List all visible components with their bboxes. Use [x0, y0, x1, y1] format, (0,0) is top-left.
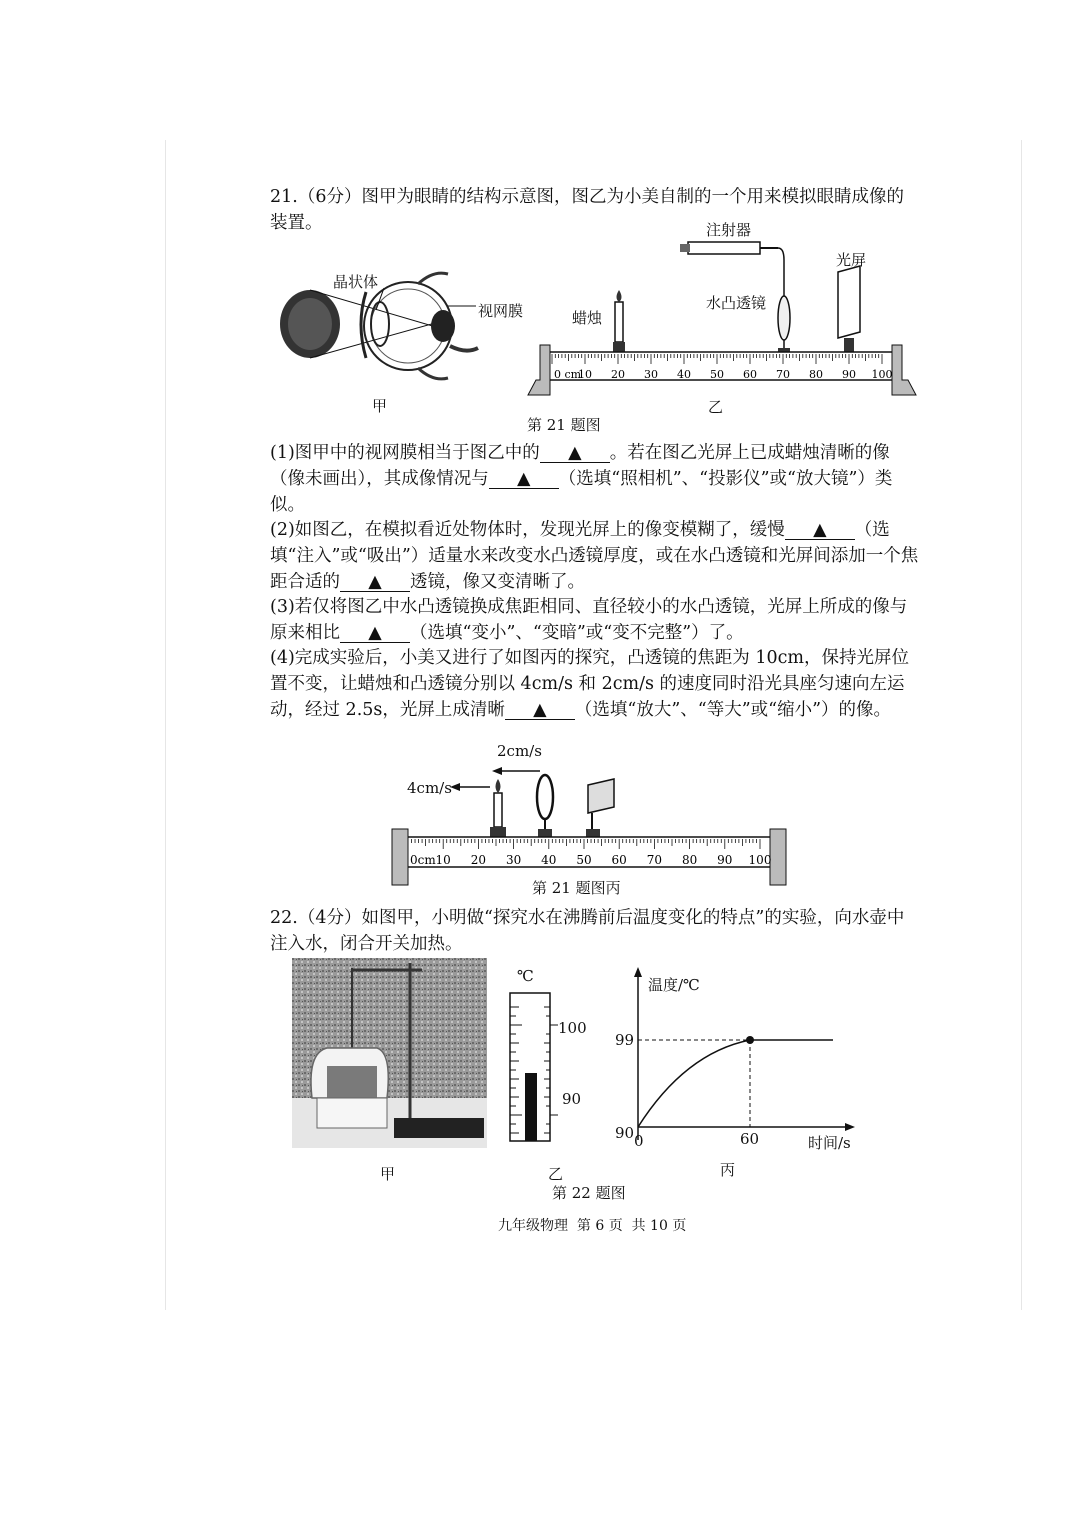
graph-y99: 99 [615, 1031, 635, 1049]
ruler-label: 10 [578, 368, 592, 381]
q21-part2 [270, 517, 920, 595]
ruler-label: 40 [677, 368, 691, 381]
label-screen: 光屏 [836, 251, 867, 269]
ruler-label: 70 [776, 368, 790, 381]
graph-ylabel: 温度/℃ [648, 976, 700, 994]
answer-blank-3[interactable]: ▲ [785, 521, 855, 540]
label-crystalline-lens: 晶状体 [333, 273, 379, 291]
label-q22-yi: 乙 [548, 1165, 564, 1183]
graph-x0: 0 [634, 1132, 644, 1150]
q22-figure-caption: 第 22 题图 [552, 1184, 626, 1202]
ruler-label: 50 [576, 853, 592, 867]
answer-blank-6[interactable]: ▲ [505, 701, 575, 720]
ruler-label: 100 [748, 853, 772, 867]
answer-blank-4[interactable]: ▲ [340, 573, 410, 592]
answer-blank-5[interactable]: ▲ [340, 624, 410, 643]
ruler-label: 60 [743, 368, 757, 381]
graph-y90: 90 [615, 1124, 635, 1142]
thermometer-liquid [525, 1073, 537, 1141]
q22-intro: 22.（4分）如图甲，小明做“探究水在沸腾前后温度变化的特点”的实验，向水壶中注入水，闭合开关加热。 [270, 908, 905, 954]
answer-blank-2[interactable]: ▲ [489, 470, 559, 489]
label-q22-bing: 丙 [720, 1161, 736, 1179]
q21-part4 [270, 645, 920, 723]
kettle-photo [292, 958, 487, 1148]
ruler-label: 0 cm [554, 368, 582, 381]
graph-xlabel: 时间/s [808, 1134, 851, 1152]
speed-candle: 4cm/s [407, 779, 452, 797]
thermometer [500, 965, 595, 1145]
convex-lens-bing [537, 775, 553, 819]
ruler-label: 80 [681, 853, 698, 867]
thermometer-unit: ℃ [517, 967, 534, 985]
q21-p3-text-b: （选填“变小”、“变暗”或“变不完整”）了。 [410, 623, 744, 643]
q21-p3-text-a: (3)若仅将图乙中水凸透镜换成焦距相同、直径较小的水凸透镜，光屏上所成的像与原来相比 [270, 597, 908, 643]
thermometer-tick-100: 100 [558, 1019, 587, 1037]
graph-x60: 60 [740, 1130, 760, 1148]
q21-figure-caption: 第 21 题图 [527, 416, 601, 434]
ruler-label: 20 [470, 853, 487, 867]
boiling-point [746, 1036, 754, 1044]
eye-diagram [268, 262, 508, 392]
q21-p4-text-b: （选填“放大”、“等大”或“缩小”）的像。 [574, 700, 892, 720]
candle [615, 302, 623, 342]
speed-lens: 2cm/s [497, 742, 542, 760]
stand-base [394, 1118, 484, 1138]
label-water-lens: 水凸透镜 [706, 294, 767, 312]
ruler-label: 90 [842, 368, 856, 381]
label-yi: 乙 [708, 398, 724, 416]
q21-p1-text-b: 。若在图乙光屏上已成蜡烛清晰的像（像未画出），其成像情况与 [270, 443, 890, 489]
ruler-label: 0cm [410, 853, 436, 867]
ruler-label: 10 [435, 853, 451, 867]
kettle-base [317, 1098, 387, 1128]
ruler-label: 90 [717, 853, 733, 867]
label-retina: 视网膜 [478, 302, 524, 320]
ruler-label: 60 [611, 853, 627, 867]
label-syringe: 注射器 [706, 221, 752, 239]
object-ball-shade [288, 298, 332, 350]
q21-p2-text-b: （选填“注入”或“吸出”）适量水来改变水凸透镜厚度，或在水凸透镜和光屏间添加一个焦距合适的 [270, 520, 919, 592]
ruler-label: 20 [611, 368, 625, 381]
q21-part1 [270, 440, 920, 518]
ruler-label: 30 [644, 368, 658, 381]
q21-p1-text-a: (1)图甲中的视网膜相当于图乙中的 [270, 443, 540, 463]
label-candle: 蜡烛 [572, 309, 603, 327]
answer-blank-1[interactable]: ▲ [540, 444, 610, 463]
ruler-label: 40 [541, 853, 557, 867]
candle-bing [494, 793, 502, 827]
q21-p1-text-c: （选填“照相机”、“投影仪”或“放大镜”）类似。 [270, 469, 893, 515]
thermometer-tick-90: 90 [562, 1090, 582, 1108]
q21-p4-text-a: (4)完成实验后，小美又进行了如图丙的探究，凸透镜的焦距为 10cm，保持光屏位置不变，让蜡烛和凸透镜分别以 4cm/s 和 2cm/s 的速度同时沿光具座匀速向左运动，经过 2.5s，光屏上成清晰 [270, 648, 910, 720]
crystalline-lens [371, 302, 389, 346]
q21-p2-text-c: 透镜，像又变清晰了。 [410, 572, 585, 592]
q21-figure-caption-bing: 第 21 题图丙 [532, 879, 621, 897]
q21-part3 [270, 594, 920, 646]
syringe-barrel [688, 242, 760, 254]
ruler-label: 30 [505, 853, 522, 867]
retina-image [431, 310, 455, 342]
light-screen [838, 266, 860, 338]
page-footer: 九年级物理 第 6 页 共 10 页 [498, 1218, 687, 1234]
ruler-label: 50 [710, 368, 724, 381]
ruler-label: 100 [871, 368, 893, 381]
light-screen-bing [588, 779, 614, 813]
ruler-label: 80 [809, 368, 823, 381]
water-convex-lens [778, 296, 790, 340]
q21-intro: 21.（6分）图甲为眼睛的结构示意图，图乙为小美自制的一个用来模拟眼睛成像的装置。 [270, 187, 904, 233]
ruler-label: 70 [646, 853, 663, 867]
heating-curve [638, 1040, 750, 1127]
label-q22-jia: 甲 [380, 1165, 396, 1183]
label-jia: 甲 [372, 397, 388, 415]
q21-p2-text-a: (2)如图乙，在模拟看近处物体时，发现光屏上的像变模糊了，缓慢 [270, 520, 785, 540]
